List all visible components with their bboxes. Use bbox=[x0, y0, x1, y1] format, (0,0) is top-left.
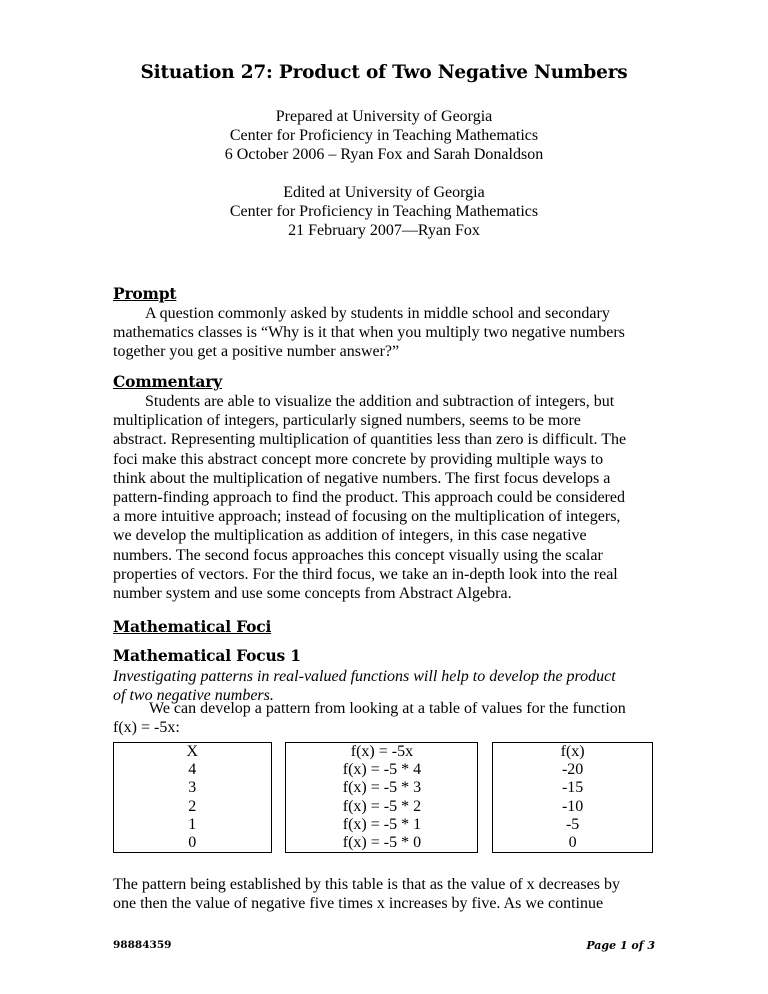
document-title: Situation 27: Product of Two Negative Numbers bbox=[140, 62, 628, 83]
prompt-paragraph bbox=[113, 304, 653, 362]
focus1-statement-line: Investigating patterns in real-valued functions will help to develop the product bbox=[113, 668, 616, 685]
table-column-function bbox=[286, 743, 478, 853]
commentary-line: properties of vectors. For the third focus, we take an in-depth look into the real bbox=[113, 565, 618, 583]
prepared-line-1: Prepared at University of Georgia bbox=[275, 108, 493, 125]
table-gap bbox=[478, 743, 493, 853]
table-cell: f(x) = -5 * 3 bbox=[342, 779, 422, 797]
commentary-line: pattern-finding approach to find the product. This approach could be considered bbox=[113, 489, 625, 507]
table-intro bbox=[113, 699, 653, 737]
page-number: Page 1 of 3 bbox=[586, 939, 655, 952]
prepared-line-3: 6 October 2006 – Ryan Fox and Sarah Donaldson bbox=[224, 146, 544, 163]
commentary-heading: Commentary bbox=[113, 372, 222, 391]
table-cell: -10 bbox=[561, 797, 584, 815]
commentary-line: think about the multiplication of negative numbers. The first focus develops a bbox=[113, 469, 611, 487]
table-cell: 1 bbox=[188, 815, 197, 833]
table-cell: 0 bbox=[188, 834, 197, 852]
prepared-line-2: Center for Proficiency in Teaching Mathematics bbox=[229, 127, 539, 144]
table-cell: -5 bbox=[565, 815, 580, 833]
edited-block bbox=[0, 183, 768, 240]
commentary-paragraph bbox=[113, 392, 653, 603]
values-table bbox=[113, 742, 653, 853]
table-cell: 2 bbox=[188, 797, 197, 815]
table-cell: f(x) = -5x bbox=[350, 743, 414, 760]
commentary-line: abstract. Representing multiplication of quantities less than zero is difficult. The bbox=[113, 431, 627, 449]
table-cell: 3 bbox=[188, 779, 197, 797]
foci-heading: Mathematical Foci bbox=[113, 617, 272, 636]
table-cell: f(x) = -5 * 1 bbox=[342, 815, 422, 833]
table-cell: -20 bbox=[561, 761, 584, 779]
table-cell: 0 bbox=[568, 834, 577, 852]
edited-line-2: Center for Proficiency in Teaching Mathematics bbox=[229, 203, 539, 220]
table-intro-line: We can develop a pattern from looking at a table of values for the function bbox=[149, 700, 626, 717]
focus1-heading: Mathematical Focus 1 bbox=[113, 646, 301, 665]
edited-line-3: 21 February 2007—Ryan Fox bbox=[288, 222, 480, 239]
table-column-x bbox=[114, 743, 272, 853]
commentary-line: a more intuitive approach; instead of focusing on the multiplication of integers, bbox=[113, 508, 621, 526]
commentary-line: foci make this abstract concept more concrete by providing multiple ways to bbox=[113, 450, 604, 468]
table-cell: f(x) = -5 * 0 bbox=[342, 834, 422, 852]
table-cell: X bbox=[186, 743, 199, 760]
commentary-line: multiplication of integers, particularly signed numbers, seems to be more bbox=[113, 412, 581, 430]
edited-line-1: Edited at University of Georgia bbox=[283, 184, 485, 201]
table-cell: -15 bbox=[561, 779, 584, 797]
table-gap bbox=[271, 743, 286, 853]
prompt-line: together you get a positive number answer?” bbox=[113, 343, 400, 361]
table-column-fx bbox=[493, 743, 653, 853]
commentary-line: numbers. The second focus approaches this concept visually using the scalar bbox=[113, 546, 603, 564]
document-id: 98884359 bbox=[113, 939, 172, 951]
table-intro-line: f(x) = -5x: bbox=[113, 719, 180, 737]
prompt-line: mathematics classes is “Why is it that when you multiply two negative numbers bbox=[113, 324, 625, 342]
commentary-line: Students are able to visualize the addition and subtraction of integers, but bbox=[145, 393, 615, 410]
pattern-line: The pattern being established by this table is that as the value of x decreases by bbox=[113, 876, 620, 893]
table-cell: 4 bbox=[188, 761, 197, 779]
prepared-block bbox=[0, 107, 768, 164]
table-cell: f(x) = -5 * 2 bbox=[342, 797, 422, 815]
focus1-statement-line: of two negative numbers. bbox=[113, 687, 274, 705]
prompt-heading: Prompt bbox=[113, 284, 177, 303]
pattern-line: one then the value of negative five times x increases by five. As we continue bbox=[113, 895, 604, 913]
prompt-line: A question commonly asked by students in middle school and secondary bbox=[145, 305, 610, 322]
pattern-paragraph bbox=[113, 875, 653, 913]
table-cell: f(x) = -5 * 4 bbox=[342, 761, 422, 779]
commentary-line: we develop the multiplication as addition of integers, in this case negative bbox=[113, 527, 587, 545]
commentary-line: number system and use some concepts from Abstract Algebra. bbox=[113, 585, 512, 603]
table-cell: f(x) bbox=[560, 743, 585, 760]
